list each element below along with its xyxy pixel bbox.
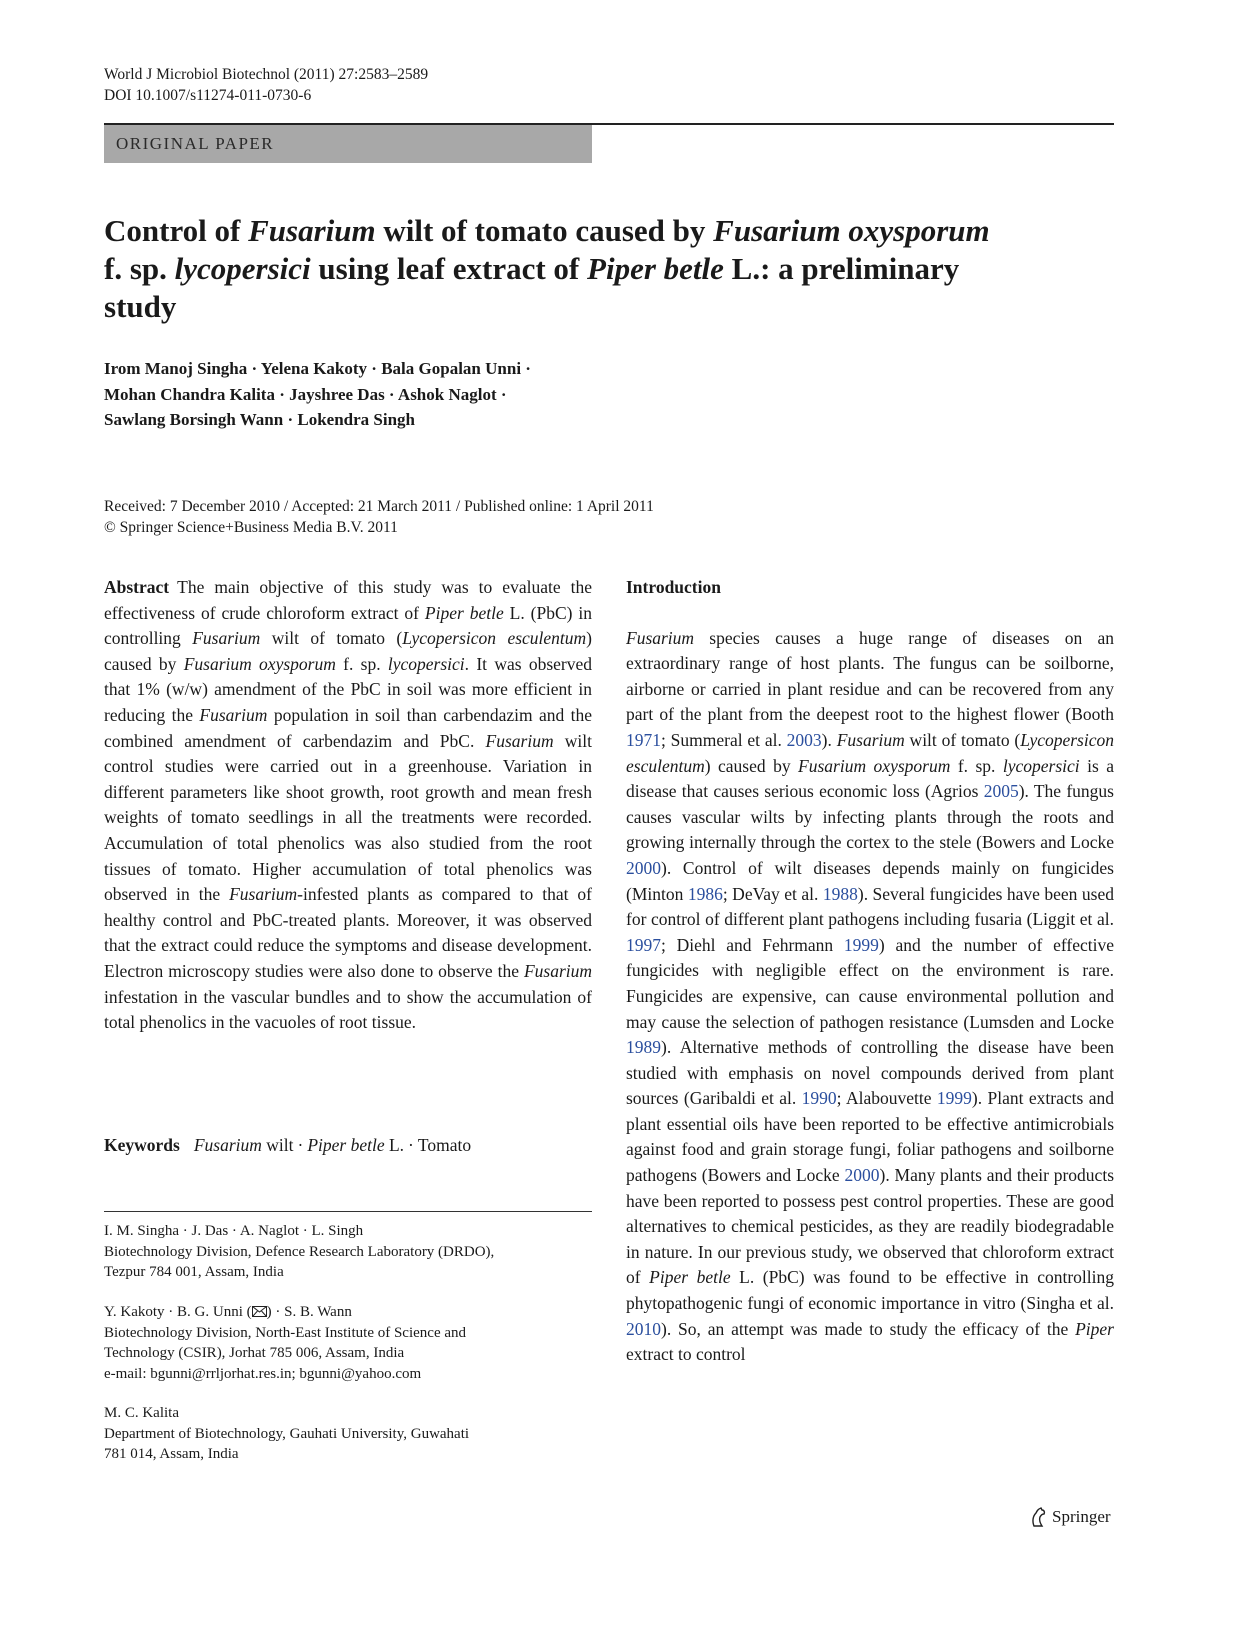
citation-link[interactable]: 1989	[626, 1037, 661, 1058]
citation-link[interactable]: 2003	[786, 729, 822, 750]
citation-link[interactable]: 1971	[626, 729, 661, 750]
abstract-label: Abstract	[104, 577, 170, 597]
springer-horse-icon	[1028, 1506, 1048, 1528]
dates-line: Received: 7 December 2010 / Accepted: 21 March 2011 / Published online: 1 April 2011	[104, 498, 654, 515]
introduction-body: Fusarium species causes a huge range of diseases on an extraordinary range of host plants. The fungus can be soilborne, airborne or carried in plant residue and can be recovered from any part of the plant from the deepest root to the highest flower (Booth 1971; Summeral et al. 2003). Fusarium wilt of tomato (Lycopersicon esculentum) caused by Fusarium oxysporum f. sp. lycopersici is a disease that causes serious economic loss (Agrios 2005). The fungus causes vascular wilts by infecting plants through the roots and growing internally through the cortex to the stele (Bowers and Locke 2000). Control of wilt diseases depends mainly on fungicides (Minton 1986; DeVay et al. 1988). Several fungicides have been used for control of different plant pathogens including fusaria (Liggit et al. 1997; Diehl and Fehrmann 1999) and the number of effective fungicides with negligible effect on the environment is rare. Fungicides are expensive, can cause environmental pollution and may cause the selection of pathogen resistance (Lumsden and Locke 1989). Alternative methods of controlling the disease have been studied with emphasis on novel compounds derived from plant sources (Garibaldi et al. 1990; Alabouvette 1999). Plant extracts and plant essential oils have been reported to be effective antimicrobials against food and grain storage fungi, foliar pathogens and soilborne pathogens (Bowers and Locke 2000). Many plants and their products have been reported to possess pest control properties. These are good alternatives to chemical pesticides, as they are readily biodegradable in nature. In our previous study, we observed that chloroform extract of Piper betle L. (PbC) was found to be effective in controlling phytopathogenic fungi of economic importance in vitro (Singha et al. 2010). So, an attempt was made to study the efficacy of the Piper extract to control	[626, 627, 1115, 1365]
citation-link[interactable]: 2005	[983, 781, 1019, 802]
author-line: Mohan Chandra Kalita · Jayshree Das · Ashok Naglot ·	[104, 384, 507, 404]
doi-line: DOI 10.1007/s11274-011-0730-6	[104, 87, 312, 104]
publisher-logo	[1028, 1506, 1111, 1528]
section-heading: Introduction	[626, 577, 721, 597]
article-type-label: ORIGINAL PAPER	[116, 134, 275, 153]
affiliation: M. C. Kalita Department of Biotechnology, Gauhati University, Guwahati 781 014, Assam, India	[104, 1405, 470, 1462]
affiliation: I. M. Singha · J. Das · A. Naglot · L. Singh Biotechnology Division, Defence Research Laboratory (DRDO), Tezpur 784 001, Assam, India	[104, 1223, 495, 1280]
introduction-section	[626, 575, 1114, 1368]
email-line[interactable]: e-mail: bgunni@rrljorhat.res.in; bgunni@yahoo.com	[104, 1365, 422, 1382]
copyright-line: © Springer Science+Business Media B.V. 2011	[104, 519, 398, 536]
citation-link[interactable]: 2010	[626, 1318, 661, 1339]
keywords-label: Keywords	[104, 1135, 180, 1155]
citation-link[interactable]: 1986	[687, 883, 723, 904]
keywords: Keywords Fusarium wilt · Piper betle L. · Tomato	[104, 1135, 472, 1155]
author-line: Irom Manoj Singha · Yelena Kakoty · Bala Gopalan Unni ·	[104, 359, 531, 378]
author-line: Sawlang Borsingh Wann · Lokendra Singh	[104, 410, 416, 429]
citation-link[interactable]: 1999	[936, 1088, 972, 1109]
citation-link[interactable]: 1997	[626, 934, 661, 955]
paper-title: Control of Fusarium wilt of tomato caused by Fusarium oxysporum f. sp. lycopersici using leaf extract of Piper betle L.: a preliminary study	[104, 213, 990, 324]
affiliation: Y. Kakoty · B. G. Unni ( ) · S. B. Wann Biotechnology Division, North-East Institute of Science and Technology (CSIR), Jorhat 785 006, Assam, India e-mail: bgunni@rrljorhat.res.in; bgunni@yahoo.com	[104, 1302, 592, 1384]
publisher-name: Springer	[1052, 1507, 1111, 1526]
journal-line: World J Microbiol Biotechnol (2011) 27:2583–2589	[104, 66, 429, 83]
citation-link[interactable]: 1990	[801, 1088, 837, 1109]
citation-link[interactable]: 2000	[844, 1165, 880, 1186]
citation-link[interactable]: 1988	[822, 883, 858, 904]
article-type-banner	[104, 125, 592, 163]
envelope-icon[interactable]	[252, 1306, 267, 1317]
abstract: Abstract The main objective of this study was to evaluate the effectiveness of crude chloroform extract of Piper betle L. (PbC) in controlling Fusarium wilt of tomato (Lycopersicon esculentum) caused by Fusarium oxysporum f. sp. lycopersici. It was observed that 1% (w/w) amendment of the PbC in soil was more efficient in reducing the Fusarium population in soil than carbendazim and the combined amendment of carbendazim and PbC. Fusarium wilt control studies were carried out in a greenhouse. Variation in different parameters like shoot growth, root growth and mean fresh weights of tomato seedlings in all the treatments were recorded. Accumulation of total phenolics was also studied from the root tissues of tomato. Higher accumulation of total phenolics was observed in the Fusarium-infested plants as compared to that of healthy control and PbC-treated plants. Moreover, it was observed that the extract could reduce the symptoms and disease development. Electron microscopy studies were also done to observe the Fusarium infestation in the vascular bundles and to show the accumulation of total phenolics in the vacuoles of root tissue.	[104, 577, 593, 1033]
publication-dates	[104, 496, 904, 538]
author-list	[104, 356, 804, 433]
citation-link[interactable]: 2000	[626, 857, 661, 878]
footnote-rule	[104, 1211, 592, 1212]
journal-citation	[104, 64, 428, 106]
citation-link[interactable]: 1999	[843, 934, 879, 955]
